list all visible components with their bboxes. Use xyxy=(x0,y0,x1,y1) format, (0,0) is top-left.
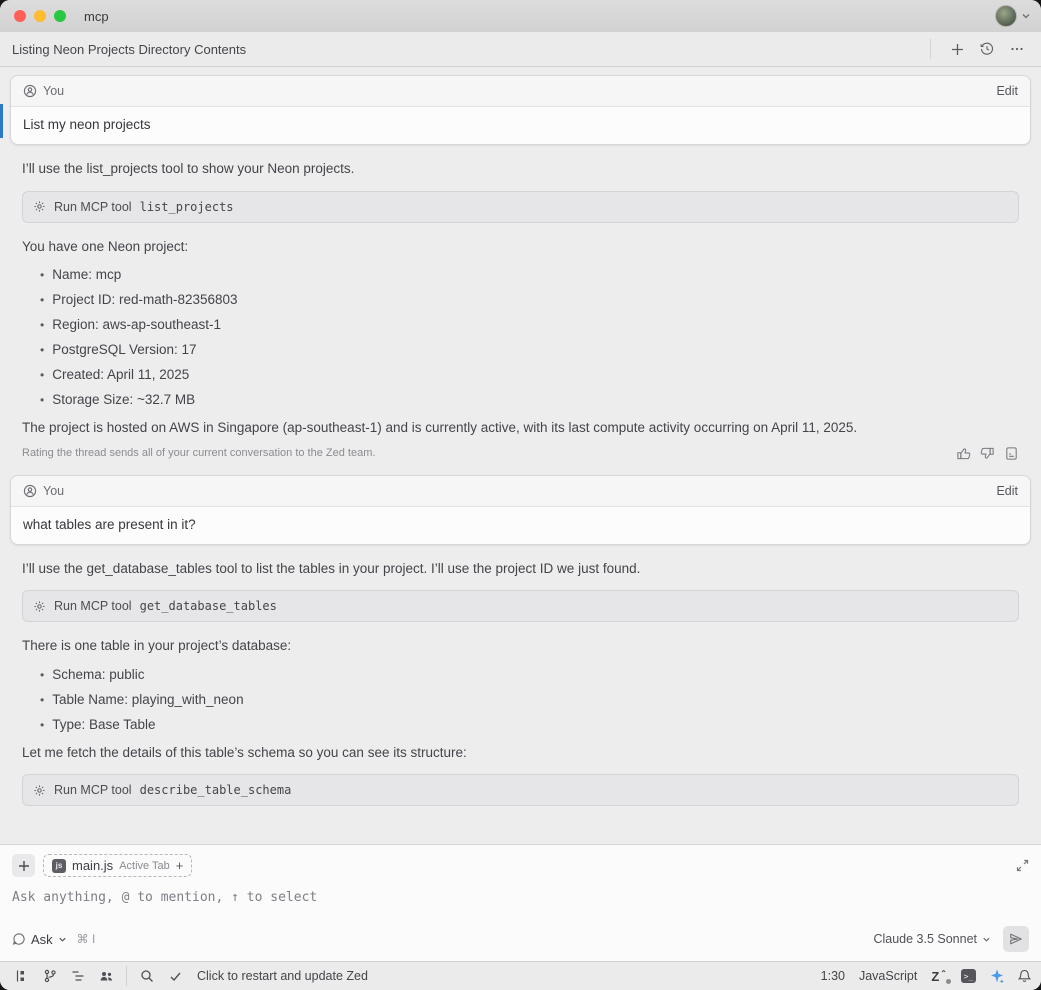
assistant-text: You have one Neon project: xyxy=(22,238,189,254)
list-item: • Type: Base Table xyxy=(22,712,1019,737)
model-name: Claude 3.5 Sonnet xyxy=(873,932,977,946)
list-item: • Table Name: playing_with_neon xyxy=(22,687,1019,712)
titlebar xyxy=(0,0,1041,32)
language-selector[interactable]: JavaScript xyxy=(858,969,918,983)
context-row xyxy=(12,854,1029,877)
mode-label: Ask xyxy=(31,931,53,947)
mode-selector[interactable] xyxy=(12,932,67,947)
tool-call-name: describe_table_schema xyxy=(139,783,292,798)
tool-call[interactable] xyxy=(22,590,1019,622)
tool-call-label: Run MCP tool xyxy=(54,599,132,614)
close-button[interactable] xyxy=(14,10,26,22)
user-message-card xyxy=(10,475,1031,545)
feedback-note: Rating the thread sends all of your current conversation to the Zed team. xyxy=(22,447,376,460)
new-thread-button[interactable] xyxy=(945,37,969,61)
git-panel-icon[interactable] xyxy=(38,965,62,987)
active-tab-badge: Active Tab xyxy=(119,859,170,872)
message-composer xyxy=(0,844,1041,961)
composer-bottom-row xyxy=(12,926,1029,952)
composer-input[interactable]: Ask anything, @ to mention, ↑ to select xyxy=(12,890,318,905)
gear-icon xyxy=(33,784,46,797)
thread-title: Listing Neon Projects Directory Contents xyxy=(12,41,247,57)
history-icon[interactable] xyxy=(975,37,999,61)
expand-composer-icon[interactable] xyxy=(1016,859,1029,872)
list-item: • Name: mcp xyxy=(22,262,1019,287)
list-item: • PostgreSQL Version: 17 xyxy=(22,337,1019,362)
chevron-down-icon xyxy=(58,935,67,944)
ai-assistant-icon[interactable] xyxy=(990,969,1004,983)
list-item: • Region: aws-ap-southeast-1 xyxy=(22,312,1019,337)
message-author: You xyxy=(43,483,65,498)
project-panel-icon[interactable] xyxy=(10,965,34,987)
feedback-file-icon[interactable] xyxy=(1004,446,1019,461)
context-file-name: main.js xyxy=(72,858,114,873)
add-context-button[interactable] xyxy=(12,854,35,877)
list-item: • Schema: public xyxy=(22,662,1019,687)
tool-call[interactable] xyxy=(22,774,1019,806)
person-icon xyxy=(23,84,37,98)
list-item: • Project ID: red-math-82356803 xyxy=(22,287,1019,312)
user-message-header xyxy=(11,76,1030,107)
message-author: You xyxy=(43,84,65,98)
user-message-card xyxy=(10,75,1031,145)
model-selector[interactable] xyxy=(873,932,991,946)
thumbs-up-icon[interactable] xyxy=(956,446,971,461)
project-details-list xyxy=(22,262,1019,412)
search-icon[interactable] xyxy=(135,965,159,987)
gear-icon xyxy=(33,200,46,213)
scrollbar-marker[interactable] xyxy=(0,104,3,138)
mode-shortcut: ⌘ I xyxy=(76,932,96,946)
pin-context-button[interactable]: + xyxy=(175,858,184,873)
diagnostics-check-icon[interactable] xyxy=(163,965,187,987)
chevron-down-icon xyxy=(982,935,991,944)
minimize-button[interactable] xyxy=(34,10,46,22)
user-avatar[interactable] xyxy=(995,5,1017,27)
assistant-text: I’ll use the list_projects tool to show your Neon projects. xyxy=(22,161,355,176)
terminal-icon[interactable]: >_ xyxy=(961,969,976,983)
tool-call-label: Run MCP tool xyxy=(54,783,132,798)
chevron-down-icon[interactable] xyxy=(1021,11,1031,21)
chat-bubble-icon xyxy=(12,932,26,946)
context-chip-main-js[interactable] xyxy=(43,854,192,877)
list-item: • Created: April 11, 2025 xyxy=(22,362,1019,387)
user-message-text[interactable]: what tables are present in it? xyxy=(23,516,196,532)
more-options-icon[interactable] xyxy=(1005,37,1029,61)
update-notice[interactable]: Click to restart and update Zed xyxy=(197,969,368,983)
user-message-text[interactable]: List my neon projects xyxy=(23,117,151,132)
outline-panel-icon[interactable] xyxy=(66,965,90,987)
tool-call-name: list_projects xyxy=(139,199,234,214)
javascript-file-icon: js xyxy=(52,859,66,873)
assistant-text: There is one table in your project’s database: xyxy=(22,638,292,654)
cursor-position[interactable]: 1:30 xyxy=(820,969,845,983)
list-item: • Storage Size: ~32.7 MB xyxy=(22,387,1019,412)
gear-icon xyxy=(33,600,46,613)
window-title: mcp xyxy=(84,8,109,24)
thumbs-down-icon[interactable] xyxy=(980,446,995,461)
status-bar xyxy=(0,961,1041,990)
user-message-header xyxy=(11,476,1030,507)
assistant-text: Let me fetch the details of this table’s schema so you can see its structure: xyxy=(22,744,467,760)
traffic-lights xyxy=(14,10,66,22)
zoom-button[interactable] xyxy=(54,10,66,22)
tool-call-name: get_database_tables xyxy=(139,599,277,614)
tool-call-label: Run MCP tool xyxy=(54,199,132,214)
edit-prediction-icon[interactable]: Z ⌃ xyxy=(931,969,947,984)
thread-scroll-area[interactable] xyxy=(0,67,1041,844)
assistant-text: The project is hosted on AWS in Singapore (ap-southeast-1) and is currently active, with its last compute activity occurring on April 11, 2025. xyxy=(22,420,858,436)
bell-icon[interactable] xyxy=(1018,969,1031,983)
toolbar-divider xyxy=(930,39,931,59)
send-button[interactable] xyxy=(1003,926,1029,952)
collab-panel-icon[interactable] xyxy=(94,965,118,987)
thread-toolbar xyxy=(0,32,1041,67)
edit-message-button[interactable]: Edit xyxy=(996,483,1018,498)
tool-call[interactable] xyxy=(22,191,1019,223)
edit-message-button[interactable]: Edit xyxy=(996,84,1018,98)
person-icon xyxy=(23,484,37,498)
feedback-row xyxy=(22,446,1019,461)
table-details-list xyxy=(22,662,1019,737)
assistant-text: I’ll use the get_database_tables tool to list the tables in your project. I’ll use the project ID we just found. xyxy=(22,560,641,576)
